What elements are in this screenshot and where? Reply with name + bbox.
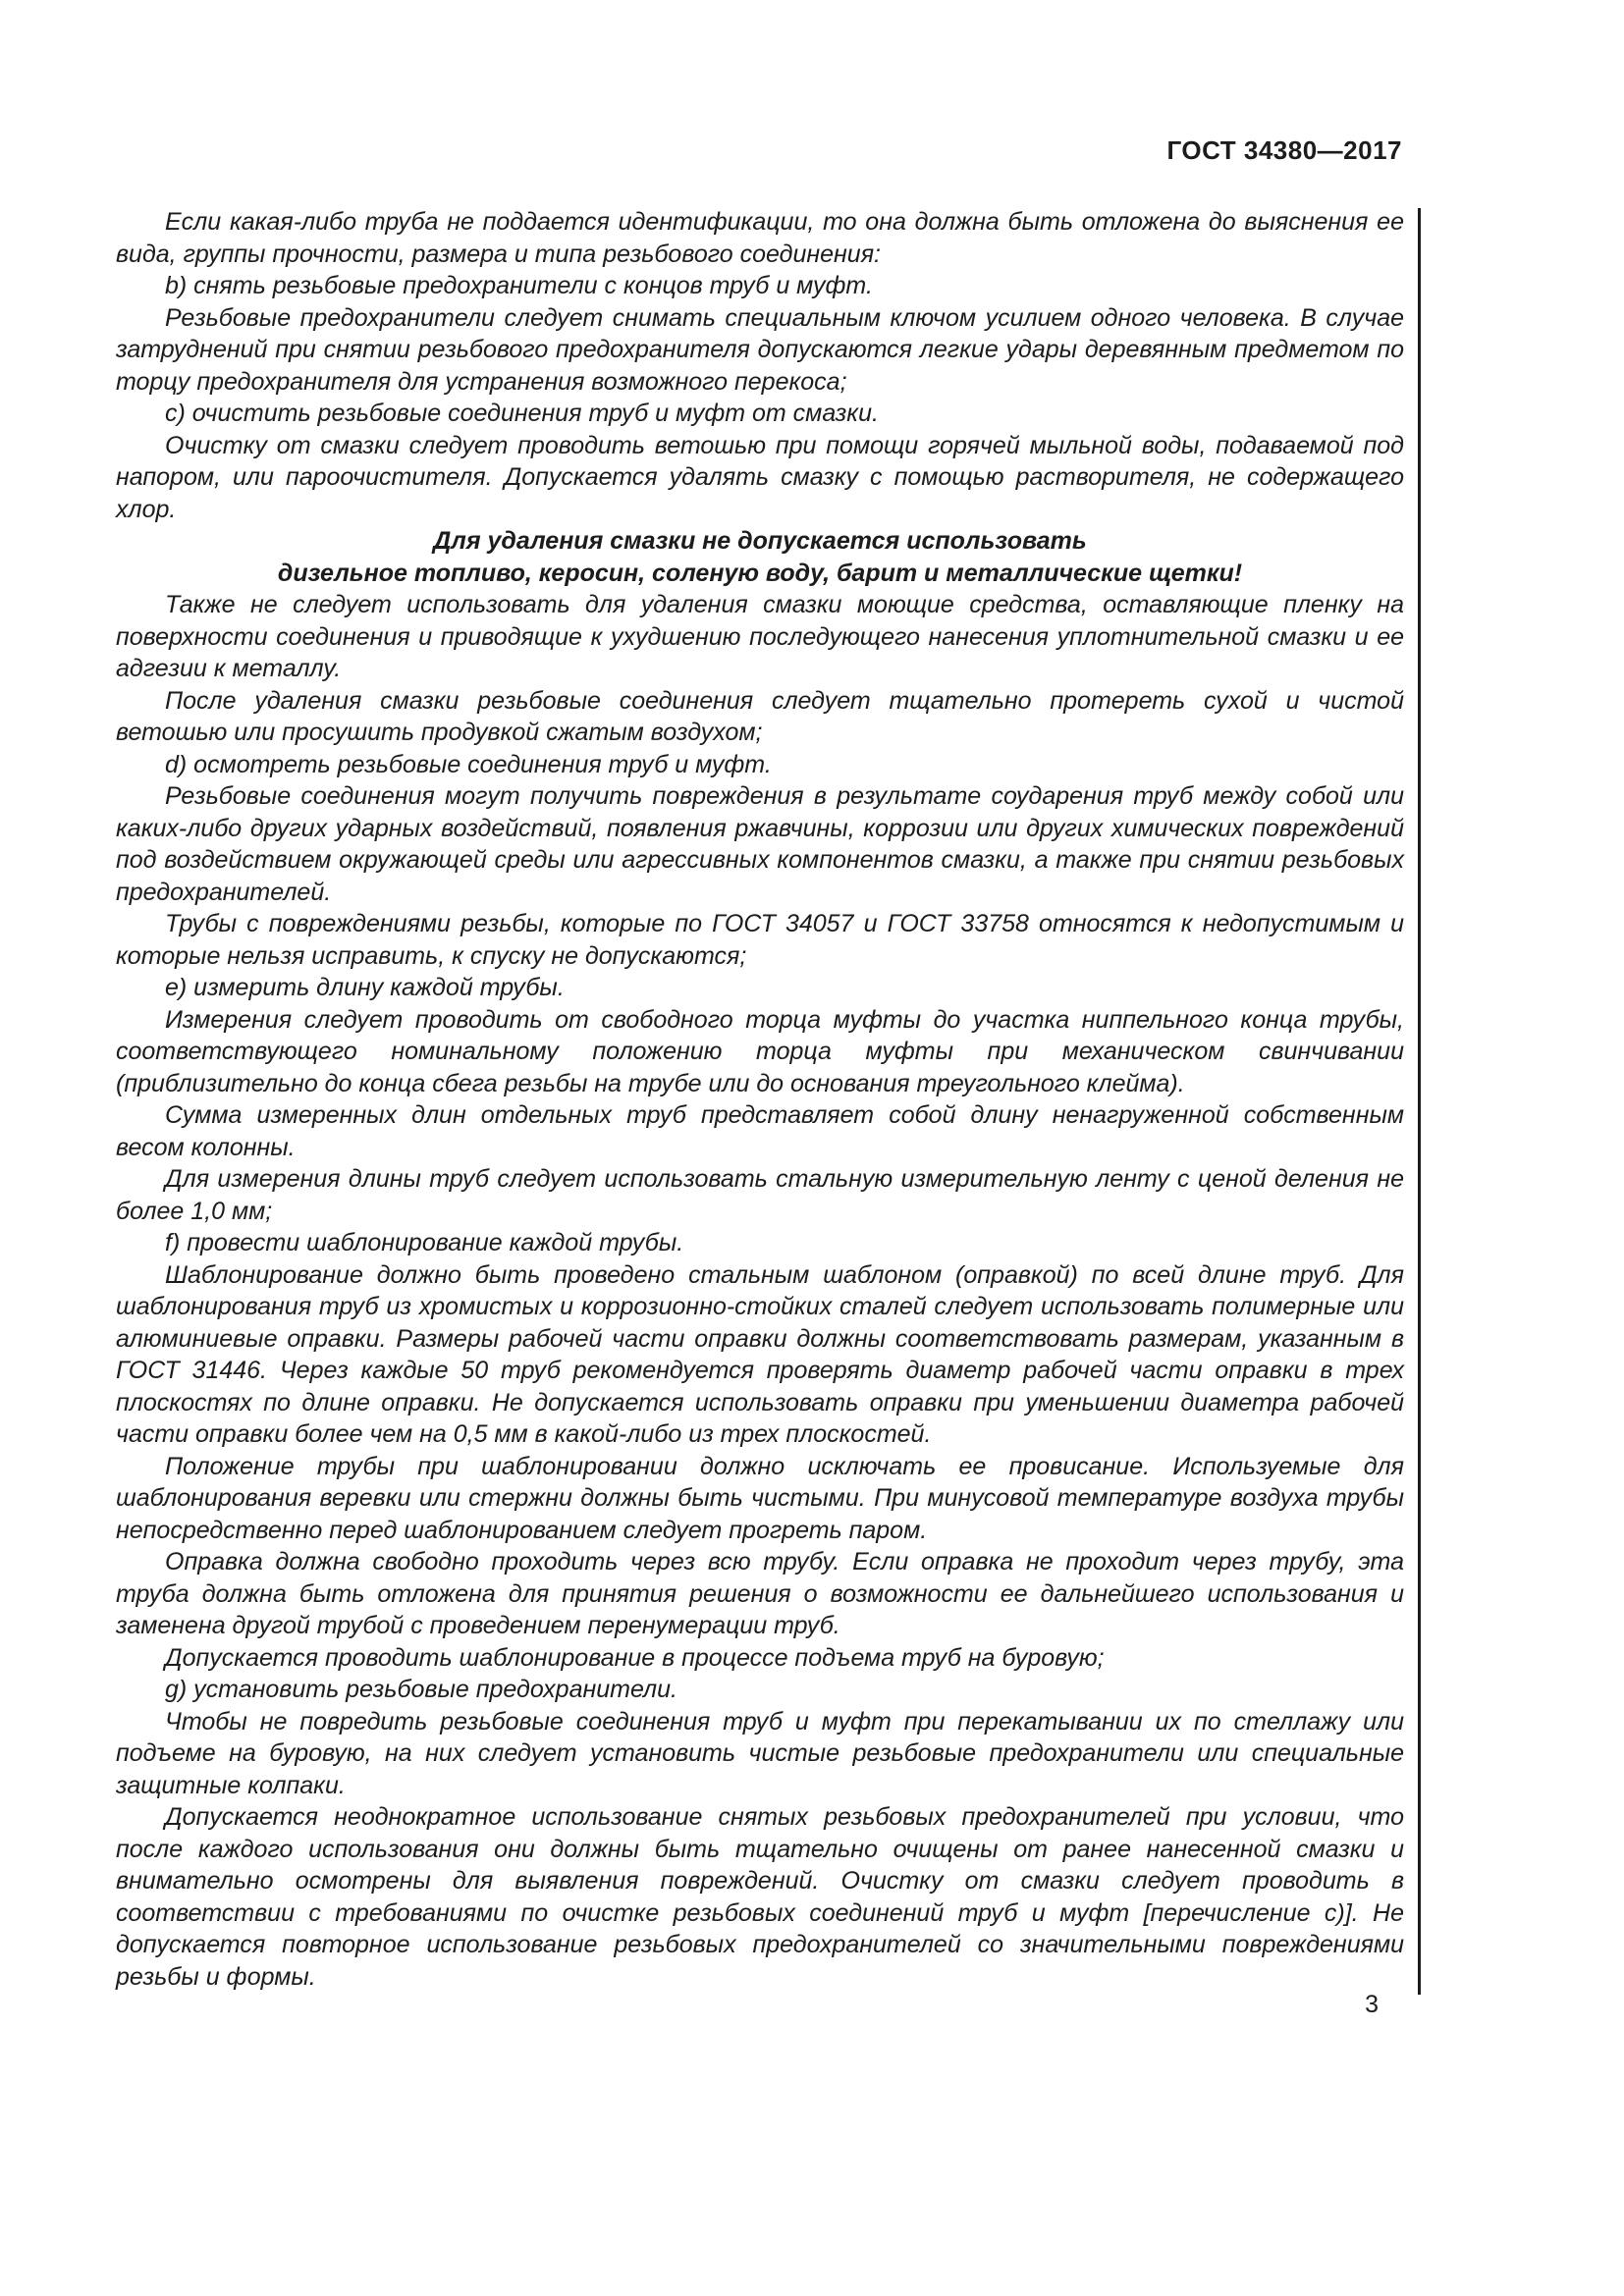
list-item-paragraph: f) провести шаблонирование каждой трубы. <box>165 1229 684 1256</box>
paragraph: Для измерения длины труб следует использовать стальную измерительную ленту с ценой деления не более 1,0 мм; <box>116 1165 1404 1225</box>
emphasis-paragraph: Для удаления смазки не допускается использовать <box>433 527 1087 555</box>
document-header-standard-number: ГОСТ 34380—2017 <box>1166 135 1402 165</box>
paragraph: Также не следует использовать для удаления смазки моющие средства, оставляющие пленку на поверхности соединения и приводящие к ухудшению последующего нанесения уплотнительной смазки и ее адгезии к металлу. <box>116 591 1404 682</box>
paragraph: Оправка должна свободно проходить через всю трубу. Если оправка не проходит через трубу, эта труба должна быть отложена для принятия решения о возможности ее дальнейшего использования и заменена другой трубой с проведением перенумерации труб. <box>116 1548 1404 1639</box>
paragraph: Трубы с повреждениями резьбы, которые по ГОСТ 34057 и ГОСТ 33758 относятся к недопустимым и которые нельзя исправить, к спуску не допускаются; <box>116 910 1404 970</box>
paragraph: Резьбовые предохранители следует снимать специальным ключом усилием одного человека. В случае затруднений при снятии резьбового предохранителя допускаются легкие удары деревянным предметом по торцу предохранителя для устранения возможного перекоса; <box>116 303 1404 396</box>
paragraph: Если какая-либо труба не поддается идентификации, то она должна быть отложена до выяснения ее вида, группы прочности, размера и типа резьбового соединения: <box>116 208 1404 268</box>
paragraph: После удаления смазки резьбовые соединения следует тщательно протереть сухой и чистой ветошью или просушить продувкой сжатым воздухом; <box>116 686 1404 746</box>
margin-change-bar <box>1418 208 1421 1995</box>
list-item-paragraph: c) очистить резьбовые соединения труб и муфт от смазки. <box>165 400 879 427</box>
paragraph: Очистку от смазки следует проводить ветошью при помощи горячей мыльной воды, подаваемой под напором, или пароочистителя. Допускается удалять смазку с помощью растворителя, не содержащего хлор. <box>116 431 1404 523</box>
paragraph: Резьбовые соединения могут получить повреждения в результате соударения труб между собой или каких-либо других ударных воздействий, появления ржавчины, коррозии или других химических повреждений под воздействием окружающей среды или агрессивных компонентов смазки, а также при снятии резьбовых предохранителей. <box>116 782 1404 906</box>
document-body <box>116 206 1404 1993</box>
page-number: 3 <box>1365 1991 1379 2018</box>
paragraph: Допускается неоднократное использование снятых резьбовых предохранителей при условии, что после каждого использования они должны быть тщательно очищены от ранее нанесенной смазки и внимательно осмотрены для выявления повреждений. Очистку от смазки следует проводить в соответствии с требованиями по очистке резьбовых соединений труб и муфт [перечисление c)]. Не допускается повторное использование резьбовых предохранителей со значительными повреждениями резьбы и формы. <box>116 1803 1404 1991</box>
list-item-paragraph: d) осмотреть резьбовые соединения труб и муфт. <box>165 750 772 778</box>
paragraph: Сумма измеренных длин отдельных труб представляет собой длину ненагруженной собственным весом колонны. <box>116 1101 1404 1161</box>
paragraph: Чтобы не повредить резьбовые соединения труб и муфт при перекатывании их по стеллажу или подъеме на буровую, на них следует установить чистые резьбовые предохранители или специальные защитные колпаки. <box>116 1707 1404 1799</box>
paragraph: Допускается проводить шаблонирование в процессе подъема труб на буровую; <box>165 1643 1105 1672</box>
list-item-paragraph: g) установить резьбовые предохранители. <box>165 1676 677 1703</box>
list-item-paragraph: b) снять резьбовые предохранители с концов труб и муфт. <box>165 272 873 299</box>
paragraph: Шаблонирование должно быть проведено стальным шаблоном (оправкой) по всей длине труб. Для шаблонирования труб из хромистых и коррозионно-стойких сталей следует использовать полимерные или алюминиевые оправки. Размеры рабочей части оправки должны соответствовать размерам, указанным в ГОСТ 31446. Через каждые 50 труб рекомендуется проверять диаметр рабочей части оправки в трех плоскостях по длине оправки. Не допускается использовать оправки при уменьшении диаметра рабочей части оправки более чем на 0,5 мм в какой-либо из трех плоскостей. <box>116 1260 1404 1448</box>
emphasis-paragraph: дизельное топливо, керосин, соленую воду, барит и металлические щетки! <box>277 559 1243 587</box>
paragraph: Положение трубы при шаблонировании должно исключать ее провисание. Используемые для шаблонирования веревки или стержни должны быть чистыми. При минусовой температуре воздуха трубы непосредственно перед шаблонированием следует прогреть паром. <box>116 1452 1404 1544</box>
paragraph: Измерения следует проводить от свободного торца муфты до участка ниппельного конца трубы, соответствующего номинальному положению торца муфты при механическом свинчивании (приблизительно до конца сбега резьбы на трубе или до основания треугольного клейма). <box>116 1005 1404 1097</box>
list-item-paragraph: e) измерить длину каждой трубы. <box>165 974 565 1001</box>
